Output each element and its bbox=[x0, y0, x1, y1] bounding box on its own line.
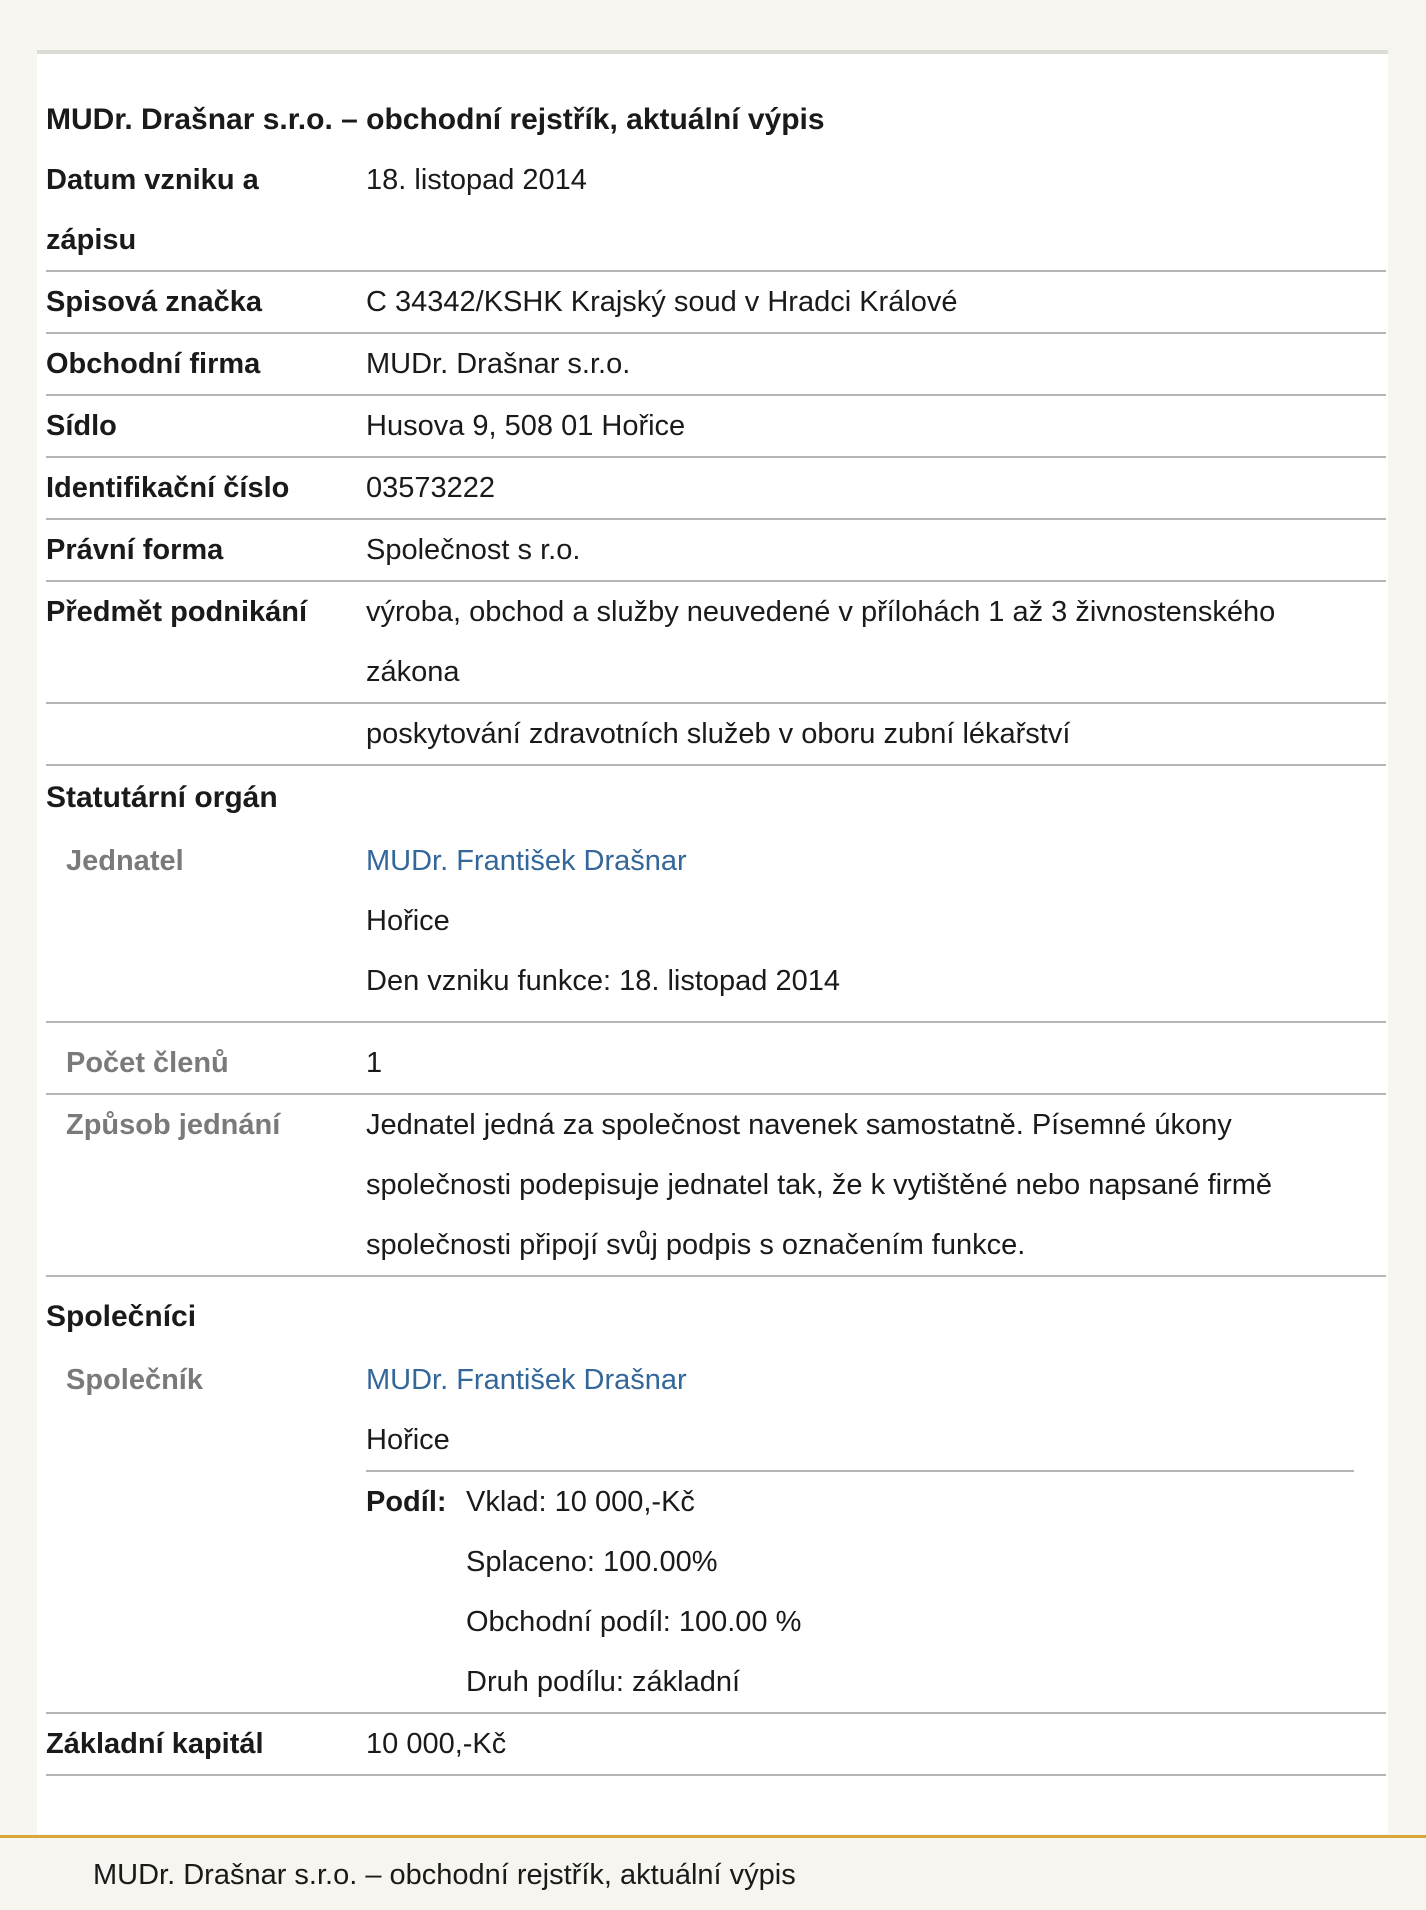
podil-druh: Druh podílu: základní bbox=[466, 1666, 741, 1698]
footer-divider bbox=[0, 1835, 1426, 1838]
spolecnik-details bbox=[366, 1350, 1386, 1712]
register-content bbox=[46, 54, 1386, 1776]
row-label: Způsob jednání bbox=[66, 1109, 281, 1141]
row-pocet-clenu bbox=[46, 1023, 1386, 1095]
podil-obchodni: Obchodní podíl: 100.00 % bbox=[466, 1606, 802, 1638]
row-label: Právní forma bbox=[46, 534, 224, 566]
row-obchodni-firma bbox=[46, 334, 1386, 396]
section-statutarni-organ: Statutární orgán bbox=[46, 781, 278, 814]
podil-vklad: Vklad: 10 000,-Kč bbox=[466, 1486, 695, 1518]
row-label: Jednatel bbox=[66, 845, 184, 877]
row-label: Spisová značka bbox=[46, 286, 262, 318]
row-spolecnik bbox=[46, 1350, 1386, 1714]
row-zpusob-jednani bbox=[46, 1095, 1386, 1277]
row-datum-vzniku bbox=[46, 150, 1386, 272]
row-value: poskytování zdravotních služeb v oboru zubní lékařství bbox=[366, 718, 1071, 750]
page-title: MUDr. Drašnar s.r.o. – obchodní rejstřík, aktuální výpis bbox=[46, 103, 825, 136]
jednatel-city: Hořice bbox=[366, 905, 450, 937]
spolecnik-name-link[interactable]: MUDr. František Drašnar bbox=[366, 1364, 687, 1396]
jednatel-since: Den vzniku funkce: 18. listopad 2014 bbox=[366, 965, 840, 997]
row-pravni-forma bbox=[46, 520, 1386, 582]
row-predmet-podnikani-2 bbox=[46, 704, 1386, 766]
row-label: Obchodní firma bbox=[46, 348, 261, 380]
row-label: Datum vzniku a zápisu bbox=[46, 164, 259, 256]
register-card bbox=[37, 50, 1388, 1834]
row-value: Jednatel jedná za společnost navenek samostatně. Písemné úkony společnosti podepisuje jednatel tak, že k vytištěné nebo napsané firmě společnosti připojí svůj podpis s označením funkce. bbox=[366, 1109, 1273, 1261]
row-value: MUDr. Drašnar s.r.o. bbox=[366, 348, 631, 380]
podil-label: Podíl: bbox=[366, 1486, 447, 1518]
section-spolecnici: Společníci bbox=[46, 1300, 197, 1333]
row-value: Společnost s r.o. bbox=[366, 534, 581, 566]
row-zakladni-kapital bbox=[46, 1714, 1386, 1776]
row-label bbox=[46, 704, 366, 764]
row-label: Sídlo bbox=[46, 410, 117, 442]
row-value: 1 bbox=[366, 1047, 383, 1079]
podil-details bbox=[466, 1472, 801, 1712]
row-label: Základní kapitál bbox=[46, 1728, 264, 1760]
jednatel-name-link[interactable]: MUDr. František Drašnar bbox=[366, 845, 687, 877]
footer-title: MUDr. Drašnar s.r.o. – obchodní rejstřík, aktuální výpis bbox=[93, 1859, 796, 1891]
row-ico bbox=[46, 458, 1386, 520]
row-jednatel bbox=[46, 831, 1386, 1023]
row-label: Počet členů bbox=[66, 1047, 229, 1079]
jednatel-details bbox=[366, 831, 1386, 1011]
row-value: 10 000,-Kč bbox=[366, 1728, 507, 1760]
row-spisova-znacka bbox=[46, 272, 1386, 334]
row-value: C 34342/KSHK Krajský soud v Hradci Králové bbox=[366, 286, 958, 318]
row-value: 03573222 bbox=[366, 472, 496, 504]
row-predmet-podnikani bbox=[46, 582, 1386, 704]
row-value: 18. listopad 2014 bbox=[366, 164, 587, 196]
podil-block bbox=[366, 1472, 1386, 1712]
row-value: výroba, obchod a služby neuvedené v přílohách 1 až 3 živnostenského zákona bbox=[366, 596, 1276, 688]
row-label: Identifikační číslo bbox=[46, 472, 290, 504]
row-label: Předmět podnikání bbox=[46, 596, 308, 628]
row-value: Husova 9, 508 01 Hořice bbox=[366, 410, 686, 442]
podil-splaceno: Splaceno: 100.00% bbox=[466, 1546, 718, 1578]
spolecnik-city: Hořice bbox=[366, 1424, 450, 1456]
row-sidlo bbox=[46, 396, 1386, 458]
row-label: Společník bbox=[66, 1364, 203, 1396]
